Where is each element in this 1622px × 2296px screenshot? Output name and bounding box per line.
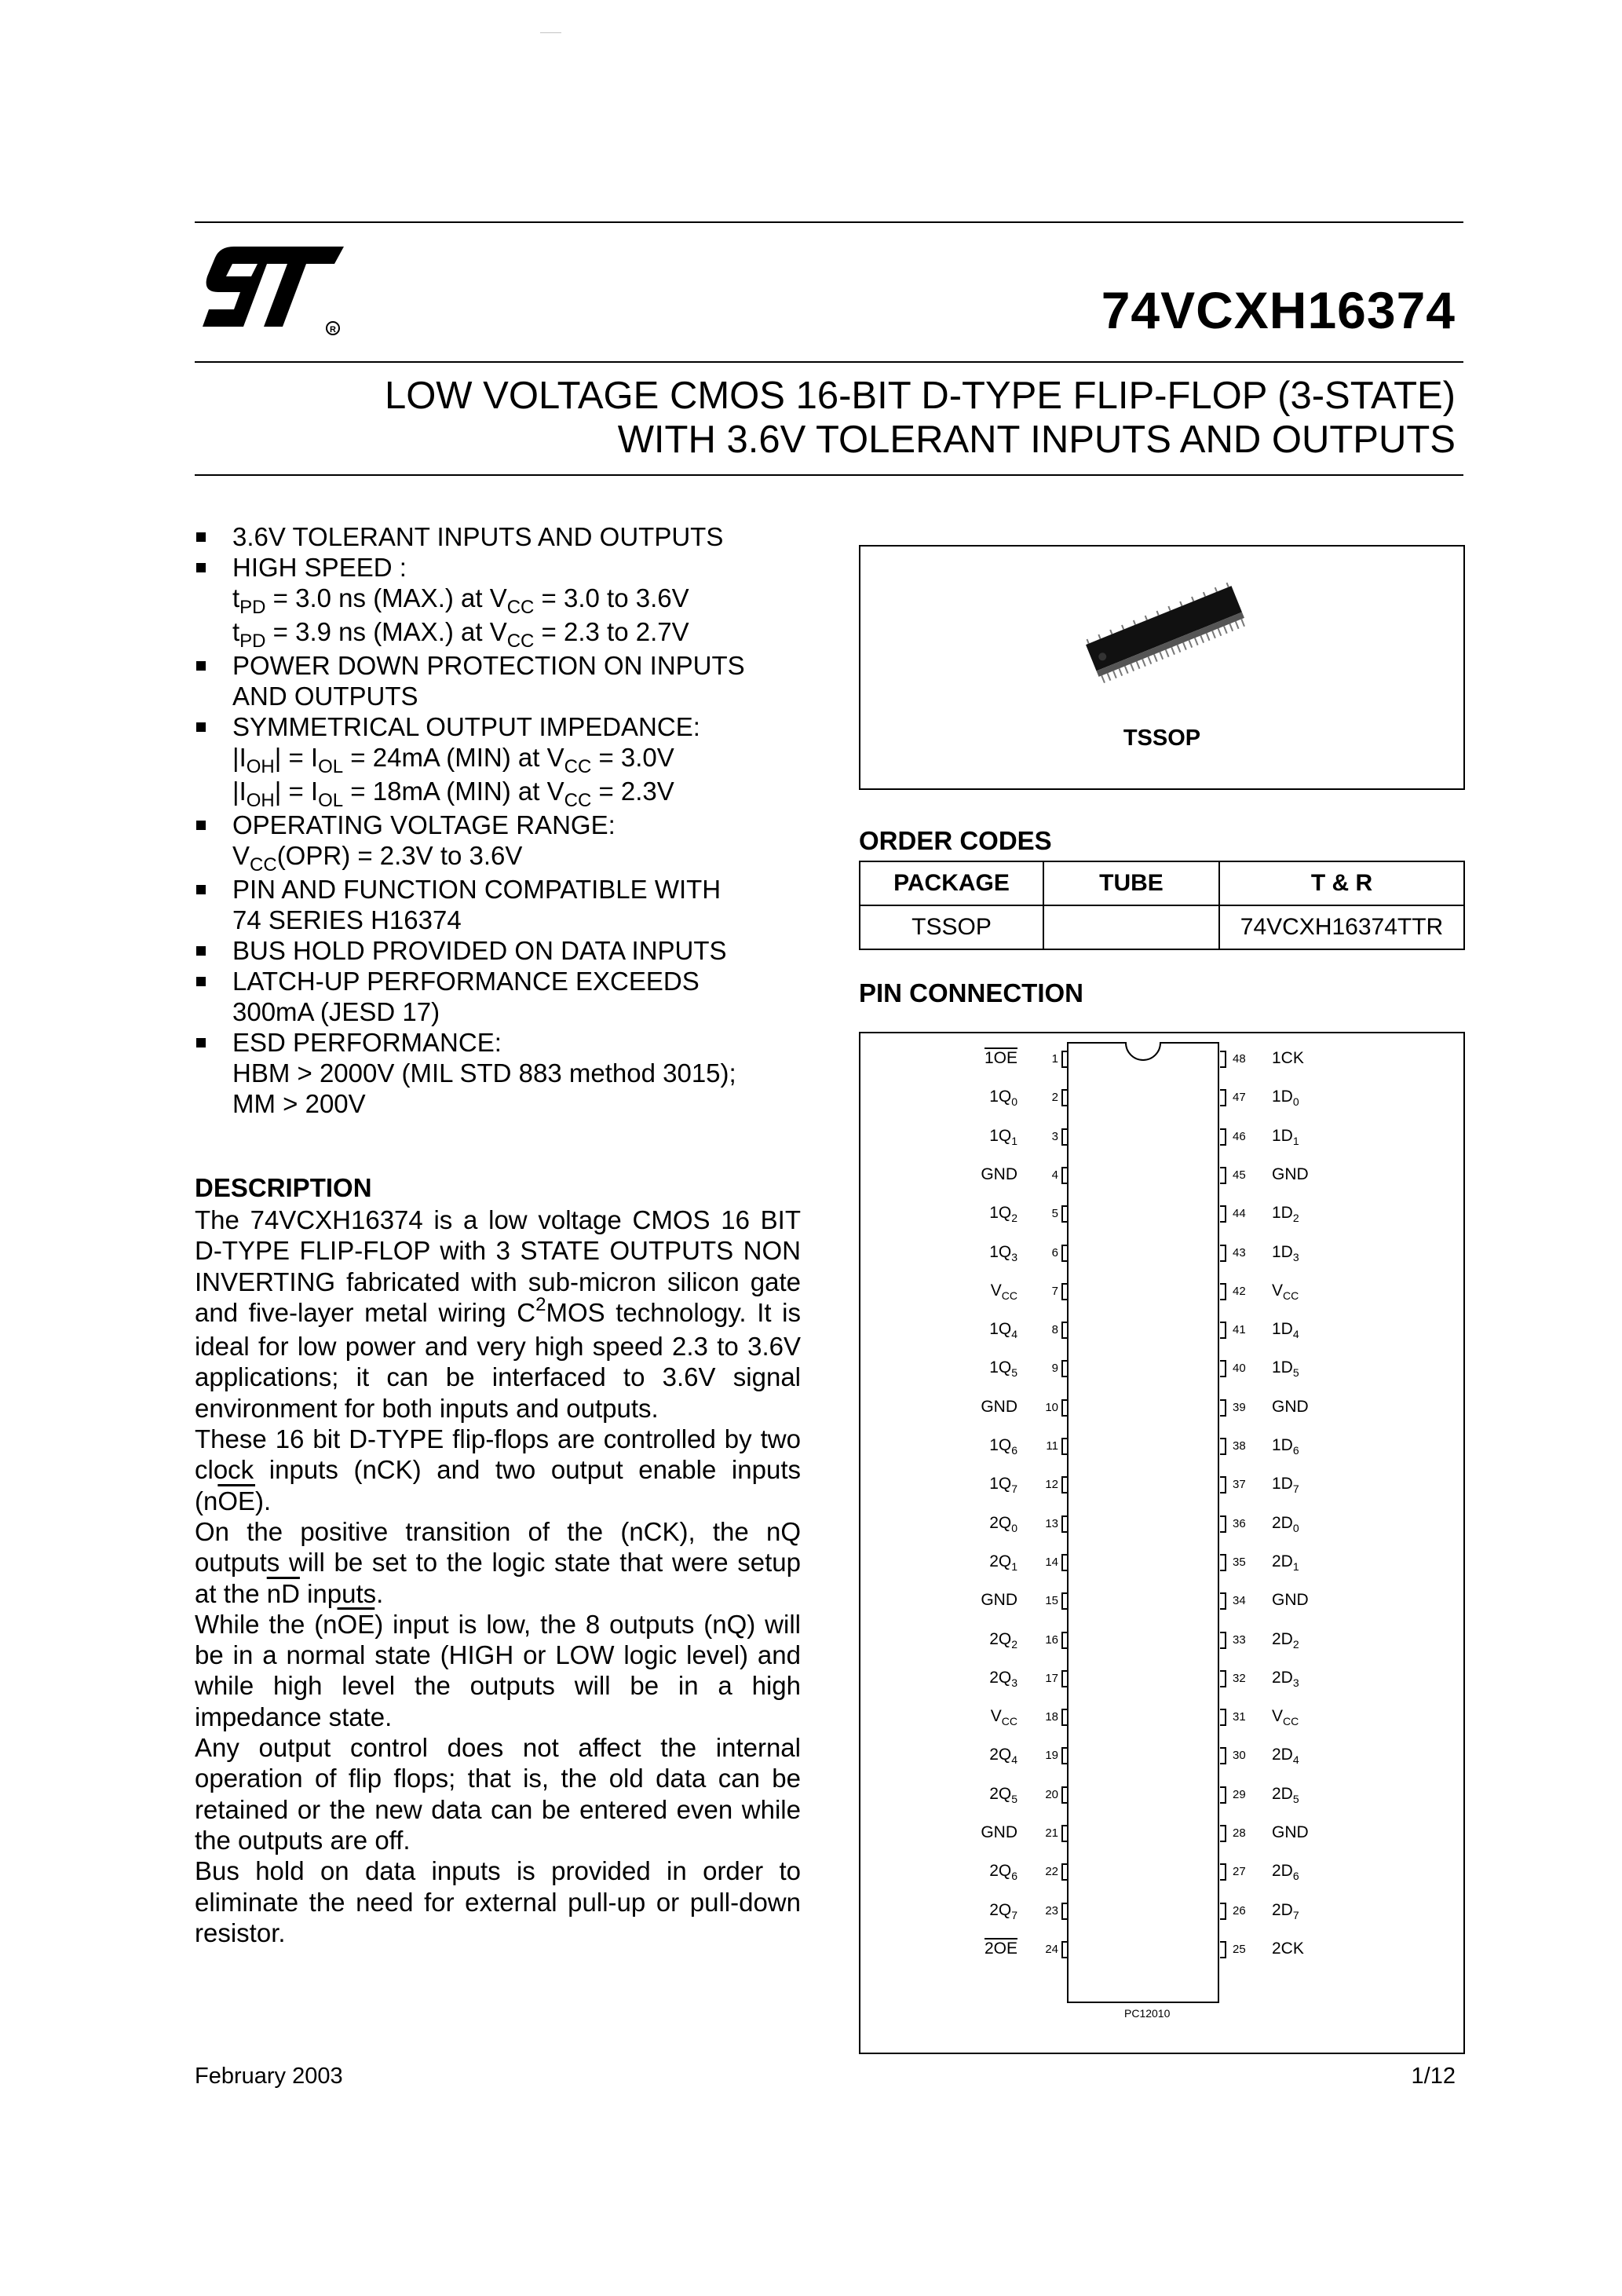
- pin-name-subscript: 0: [1011, 1095, 1017, 1109]
- pin-lead: [1220, 1128, 1226, 1146]
- pin-number-label: 18: [1045, 1710, 1058, 1724]
- figure-code: PC12010: [1124, 2007, 1171, 2020]
- pin-lead: [1220, 1205, 1226, 1223]
- pin-name-label: [991, 1281, 1017, 1300]
- header-top-rule: [195, 221, 1463, 223]
- pin-name-text: 2D: [1272, 1746, 1293, 1764]
- pin-name-text: 2Q: [989, 1900, 1012, 1919]
- order-codes-table: [859, 861, 1465, 950]
- pin-name-label: [1272, 1320, 1299, 1339]
- description-paragraph: The 74VCXH16374 is a low voltage CMOS 16 BIT D-TYPE FLIP-FLOP with 3 STATE OUTPUTS NON INVERTING fabricated with sub-micron silicon gate and five-layer metal wiring $C^2MOS$ technology. It is ideal for low power and very high speed 2.3 to 3.6V applications; it can be interfaced to 3.6V signal environment for both inputs and outputs.: [195, 1205, 801, 1423]
- package-label: TSSOP: [1123, 726, 1201, 751]
- pin-name-label: [981, 1165, 1017, 1184]
- feature-item: OPERATING VOLTAGE RANGE: $V_{CC}(OPR) = 2.3V$ to 3.6V: [195, 810, 823, 874]
- pin-name-label: [989, 1901, 1017, 1920]
- pin-name-text: 2Q: [989, 1862, 1012, 1881]
- pin-lead: [1220, 1360, 1226, 1377]
- table-cell: [1043, 905, 1219, 949]
- pin-name-subscript: 3: [1292, 1676, 1299, 1689]
- feature-item: LATCH-UP PERFORMANCE EXCEEDS 300mA (JESD 17): [195, 966, 823, 1027]
- pin-number-label: 19: [1045, 1749, 1058, 1763]
- title-line-1: LOW VOLTAGE CMOS 16-BIT D-TYPE FLIP-FLOP (3-STATE): [384, 375, 1456, 417]
- pin-name-text: 1D: [1272, 1358, 1293, 1377]
- pin-name-label: [1272, 1398, 1309, 1417]
- pin-name-text: V: [1272, 1281, 1284, 1300]
- pin-name-text: GND: [981, 1823, 1017, 1841]
- pin-name-subscript: 5: [1011, 1792, 1017, 1805]
- pin-name-text: 1Q: [989, 1242, 1012, 1261]
- pin-number-label: 5: [1051, 1207, 1058, 1221]
- pin-name-label: [989, 1669, 1017, 1687]
- pin-name-subscript: 4: [1011, 1753, 1017, 1767]
- pin-name-text: 1Q: [989, 1436, 1012, 1454]
- pin-name-text: 1D: [1272, 1126, 1293, 1145]
- pin-number-label: 22: [1045, 1865, 1058, 1879]
- pin-name-subscript: 5: [1292, 1792, 1299, 1805]
- pin-name-label: [989, 1204, 1017, 1223]
- pin-name-text: 1D: [1272, 1320, 1293, 1339]
- pin-name-label: [985, 1049, 1017, 1068]
- column-header: PACKAGE: [860, 861, 1043, 905]
- header-mid-rule: [195, 361, 1463, 363]
- pin-name-text: 1Q: [989, 1126, 1012, 1145]
- pin-name-subscript: 0: [1292, 1095, 1299, 1109]
- pin-name-subscript: 3: [1011, 1250, 1017, 1263]
- pin-name-text: 2Q: [989, 1513, 1012, 1532]
- pin-name-text: V: [990, 1281, 1002, 1300]
- pin-name-label: [1272, 1669, 1299, 1687]
- pin-name-subscript: 4: [1292, 1753, 1299, 1767]
- pin-name-subscript: 2: [1292, 1637, 1299, 1651]
- pin-number-label: 29: [1233, 1787, 1246, 1801]
- pin-name-text: 2CK: [1272, 1939, 1304, 1958]
- pin-name-label: [1272, 1785, 1299, 1804]
- pin-lead: [1220, 1863, 1226, 1881]
- pin-lead: [1220, 1709, 1226, 1726]
- package-image-box: [859, 545, 1465, 790]
- pin-name-subscript: CC: [1001, 1289, 1017, 1302]
- pin-name-text: 2D: [1272, 1513, 1293, 1532]
- pin-name-text: 1D: [1272, 1242, 1293, 1261]
- pin-name-subscript: 5: [1292, 1366, 1299, 1380]
- pin-name-text: 2Q: [989, 1746, 1012, 1764]
- pin-number-label: 27: [1233, 1865, 1246, 1879]
- pin-number-label: 8: [1051, 1323, 1058, 1337]
- pin-name-label: [1272, 1940, 1304, 1958]
- pin-name-label: [989, 1320, 1017, 1339]
- part-number: 74VCXH16374: [1101, 281, 1456, 339]
- pin-number-label: 32: [1233, 1671, 1246, 1685]
- pin-name-label: [989, 1514, 1017, 1533]
- pin-name-subscript: 2: [1011, 1212, 1017, 1225]
- feature-item: BUS HOLD PROVIDED ON DATA INPUTS: [195, 935, 823, 966]
- pin-number-label: 36: [1233, 1516, 1246, 1530]
- description-heading: DESCRIPTION: [195, 1173, 372, 1202]
- pin-lead: [1061, 1245, 1068, 1262]
- table-cell: 74VCXH16374TTR: [1219, 905, 1464, 949]
- pin-number-label: 16: [1045, 1632, 1058, 1647]
- pin-name-label: [989, 1746, 1017, 1767]
- pin-name-label: [989, 1785, 1017, 1804]
- pin-lead: [1220, 1476, 1226, 1493]
- pin-name-text: 2D: [1272, 1668, 1293, 1687]
- document-title: [121, 374, 1456, 462]
- pin-number-label: 47: [1233, 1091, 1246, 1105]
- pin-name-label: [1272, 1746, 1299, 1767]
- description-paragraph: These 16 bit D-TYPE flip-flops are controlled by two clock inputs (nCK) and two output enable inputs $(n\overline{OE})$.: [195, 1424, 801, 1515]
- pin-connection-diagram: [859, 1032, 1465, 2054]
- pin-name-text: 1Q: [989, 1204, 1012, 1223]
- pin-name-label: [991, 1707, 1017, 1726]
- pin-lead: [1220, 1167, 1226, 1184]
- pin-number-label: 24: [1045, 1942, 1058, 1956]
- pin-name-text: 2Q: [989, 1552, 1012, 1570]
- description-paragraph: Bus hold on data inputs is provided in order to eliminate the need for external pull-up or pull-down resistor.: [195, 1856, 801, 1947]
- pin-name-text: GND: [981, 1164, 1017, 1183]
- pin-name-subscript: CC: [1001, 1715, 1017, 1728]
- pin-lead: [1061, 1322, 1068, 1339]
- pin-name-label: [1272, 1358, 1299, 1380]
- pin-name-text: GND: [1272, 1164, 1309, 1183]
- feature-item: POWER DOWN PROTECTION ON INPUTS AND OUTPUTS: [195, 650, 823, 711]
- pin-number-label: 34: [1233, 1594, 1246, 1608]
- description-paragraph: On the positive transition of the (nCK), the nQ outputs will be set to the logic state that were setup at the $\overline{nD}$ inputs.: [195, 1516, 801, 1608]
- pin-name-subscript: 1: [1011, 1559, 1017, 1573]
- pin-name-subscript: 0: [1011, 1521, 1017, 1534]
- pin-number-label: 44: [1233, 1207, 1246, 1221]
- pin-number-label: 23: [1045, 1903, 1058, 1918]
- pin-name-subscript: 7: [1011, 1908, 1017, 1921]
- pin-name-text: V: [1272, 1707, 1284, 1726]
- pin-name-text: 1D: [1272, 1436, 1293, 1454]
- pin-number-label: 2: [1051, 1091, 1058, 1105]
- pin-lead: [1220, 1825, 1226, 1842]
- pin-name-label: [1272, 1436, 1299, 1455]
- pin-name-subscript: 7: [1292, 1483, 1299, 1496]
- pin-number-label: 7: [1051, 1284, 1058, 1298]
- pin-lead: [1220, 1554, 1226, 1571]
- pin-name-label: [981, 1823, 1017, 1842]
- pin-lead: [1061, 1670, 1068, 1687]
- feature-item: PIN AND FUNCTION COMPATIBLE WITH 74 SERIES H16374: [195, 874, 823, 935]
- footer-date: February 2003: [195, 2064, 343, 2089]
- pin-lead: [1061, 1089, 1068, 1106]
- pin-number-label: 26: [1233, 1903, 1246, 1918]
- pin-lead: [1220, 1941, 1226, 1958]
- pin-lead: [1061, 1592, 1068, 1610]
- footer-page-number: 1/12: [1411, 2064, 1456, 2089]
- pin-lead: [1061, 1205, 1068, 1223]
- pin-name-subscript: 6: [1292, 1444, 1299, 1457]
- order-codes-heading: ORDER CODES: [859, 826, 1052, 855]
- pin-name-label: [1272, 1281, 1299, 1300]
- pin-lead: [1220, 1670, 1226, 1687]
- pin-number-label: 13: [1045, 1516, 1058, 1530]
- pin-number-label: 12: [1045, 1478, 1058, 1492]
- pin-name-label: [1272, 1475, 1299, 1496]
- feature-item: ESD PERFORMANCE: HBM > 2000V (MIL STD 883 method 3015); MM > 200V: [195, 1027, 823, 1119]
- pin-number-label: 48: [1233, 1052, 1246, 1066]
- pin-lead: [1061, 1709, 1068, 1726]
- pin-lead: [1220, 1245, 1226, 1262]
- pin-name-text: 2D: [1272, 1552, 1293, 1570]
- pin-number-label: 20: [1045, 1787, 1058, 1801]
- pin-number-label: 33: [1233, 1632, 1246, 1647]
- pin-lead: [1061, 1438, 1068, 1455]
- pin-name-subscript: 0: [1292, 1521, 1299, 1534]
- pin-number-label: 4: [1051, 1168, 1058, 1182]
- pin-name-text: GND: [1272, 1823, 1309, 1841]
- pin-number-label: 17: [1045, 1671, 1058, 1685]
- table-row: [860, 905, 1464, 949]
- pin-number-label: 1: [1051, 1052, 1058, 1066]
- pin-name-text: 1Q: [989, 1088, 1012, 1106]
- pin-name-subscript: 6: [1011, 1444, 1017, 1457]
- pin-number-label: 21: [1045, 1826, 1058, 1840]
- top-mark: ———: [540, 28, 561, 36]
- pin-number-label: 39: [1233, 1400, 1246, 1414]
- pin-lead: [1220, 1051, 1226, 1068]
- pin-name-subscript: 1: [1011, 1134, 1017, 1147]
- pin-name-text: 1Q: [989, 1320, 1012, 1339]
- pin-name-text: 2D: [1272, 1629, 1293, 1648]
- pin-lead: [1061, 1167, 1068, 1184]
- pin-name-subscript: 7: [1011, 1483, 1017, 1496]
- pin-lead: [1061, 1554, 1068, 1571]
- pin-lead: [1220, 1322, 1226, 1339]
- pin-name-text: 1D: [1272, 1204, 1293, 1223]
- ic-body: [860, 1033, 1463, 2053]
- pin-number-label: 28: [1233, 1826, 1246, 1840]
- pin-name-label: [1272, 1862, 1299, 1881]
- pin-name-label: [1272, 1049, 1304, 1068]
- pin-name-text: 1OE: [984, 1049, 1017, 1067]
- pin-name-subscript: 3: [1292, 1250, 1299, 1263]
- pin-name-label: [989, 1862, 1017, 1881]
- pin-name-subscript: CC: [1283, 1289, 1299, 1302]
- pin-name-subscript: 1: [1292, 1134, 1299, 1147]
- pin-name-label: [989, 1630, 1017, 1649]
- pin-lead: [1061, 1476, 1068, 1493]
- pin-lead: [1061, 1863, 1068, 1881]
- pin-name-label: [985, 1940, 1017, 1958]
- pin-number-label: 43: [1233, 1245, 1246, 1260]
- pin-lead: [1061, 1747, 1068, 1764]
- pin-number-label: 9: [1051, 1362, 1058, 1376]
- pin-number-label: 25: [1233, 1942, 1246, 1956]
- pin-name-subscript: CC: [1283, 1715, 1299, 1728]
- pin-lead: [1061, 1399, 1068, 1417]
- pin-lead: [1061, 1051, 1068, 1068]
- pin-name-text: 1D: [1272, 1088, 1293, 1106]
- header-bottom-rule: [195, 474, 1463, 476]
- pin-lead: [1220, 1747, 1226, 1764]
- pin-name-text: 2D: [1272, 1862, 1293, 1881]
- pin-number-label: 10: [1045, 1400, 1058, 1414]
- pin-name-text: GND: [981, 1591, 1017, 1610]
- pin-name-text: V: [990, 1707, 1002, 1726]
- pin-name-subscript: 3: [1011, 1676, 1017, 1689]
- pin-name-label: [989, 1552, 1017, 1571]
- description-paragraph: Any output control does not affect the internal operation of flip flops; that is, the old data can be retained or the new data can be entered even while the outputs are off.: [195, 1733, 801, 1855]
- pin-lead: [1061, 1283, 1068, 1300]
- tssop-package-illustration: [1071, 576, 1259, 686]
- pin-lead: [1061, 1825, 1068, 1842]
- svg-text:R: R: [330, 325, 336, 335]
- pin-name-text: 1Q: [989, 1475, 1012, 1493]
- pin-name-label: [1272, 1552, 1299, 1571]
- pin-name-label: [989, 1127, 1017, 1146]
- pin-lead: [1061, 1786, 1068, 1804]
- pin-lead: [1061, 1903, 1068, 1920]
- pin-name-label: [1272, 1823, 1309, 1842]
- pin-lead: [1061, 1941, 1068, 1958]
- pin-name-text: 1CK: [1272, 1049, 1304, 1067]
- pin-name-text: 2D: [1272, 1784, 1293, 1803]
- column-header: TUBE: [1043, 861, 1219, 905]
- pin-name-text: 2Q: [989, 1668, 1012, 1687]
- pin-name-text: GND: [981, 1397, 1017, 1416]
- pin-number-label: 30: [1233, 1749, 1246, 1763]
- pin-name-subscript: 6: [1011, 1870, 1017, 1883]
- pin-number-label: 42: [1233, 1284, 1246, 1298]
- pin-connection-heading: PIN CONNECTION: [859, 978, 1084, 1007]
- pin-name-text: 2OE: [984, 1939, 1017, 1958]
- pin-number-label: 3: [1051, 1129, 1058, 1143]
- pin-name-label: [1272, 1088, 1299, 1109]
- pin-name-subscript: 6: [1292, 1870, 1299, 1883]
- pin-number-label: 15: [1045, 1594, 1058, 1608]
- pin-number-label: 46: [1233, 1129, 1246, 1143]
- pin-name-label: [989, 1475, 1017, 1496]
- pin-name-text: 1D: [1272, 1475, 1293, 1493]
- pin-lead: [1061, 1128, 1068, 1146]
- pin-name-label: [1272, 1901, 1299, 1920]
- pin-name-label: [981, 1591, 1017, 1610]
- pin-name-label: [1272, 1514, 1299, 1533]
- pin-lead: [1220, 1903, 1226, 1920]
- pin-name-subscript: 4: [1292, 1328, 1299, 1341]
- pin-name-label: [1272, 1243, 1299, 1262]
- pin-name-label: [981, 1398, 1017, 1417]
- pin-name-subscript: 2: [1292, 1212, 1299, 1225]
- pin-name-text: 1Q: [989, 1358, 1012, 1377]
- pin-number-label: 37: [1233, 1478, 1246, 1492]
- description-body: [195, 1205, 801, 1948]
- pin-lead: [1061, 1632, 1068, 1649]
- pin-lead: [1220, 1515, 1226, 1533]
- description-paragraph: While the $(n\overline{OE})$ input is low, the 8 outputs (nQ) will be in a normal state (HIGH or LOW logic level) and while high level the outputs will be in a high impedance state.: [195, 1609, 801, 1731]
- pin-number-label: 11: [1046, 1439, 1058, 1453]
- pin-name-subscript: 4: [1011, 1328, 1017, 1341]
- table-cell: TSSOP: [860, 905, 1043, 949]
- table-header-row: [860, 861, 1464, 905]
- pin-name-label: [989, 1088, 1017, 1109]
- pin-name-label: [989, 1436, 1017, 1455]
- pin-number-label: 41: [1233, 1323, 1246, 1337]
- pin-name-text: GND: [1272, 1397, 1309, 1416]
- pin-lead: [1220, 1632, 1226, 1649]
- pin-name-text: GND: [1272, 1591, 1309, 1610]
- pin-lead: [1061, 1515, 1068, 1533]
- pin-lead: [1220, 1399, 1226, 1417]
- pin-number-label: 38: [1233, 1439, 1246, 1453]
- pin-number-label: 14: [1045, 1555, 1058, 1569]
- pin-name-subscript: 5: [1011, 1366, 1017, 1380]
- pin-name-label: [1272, 1165, 1309, 1184]
- pin-number-label: 45: [1233, 1168, 1246, 1182]
- pin-lead: [1220, 1592, 1226, 1610]
- feature-item: SYMMETRICAL OUTPUT IMPEDANCE: $|I_{OH}| = I_{OL} = 24mA$ (MIN) at $V_{CC} = 3.0V$ $|I_{OH}| = I_{OL} = 18mA$ (MIN) at $V_{CC} = 2.3V$: [195, 711, 823, 810]
- pin-lead: [1220, 1786, 1226, 1804]
- pin-name-label: [1272, 1204, 1299, 1223]
- pin-name-subscript: 1: [1292, 1559, 1299, 1573]
- pin-name-label: [989, 1243, 1017, 1262]
- pin-name-text: 2Q: [989, 1784, 1012, 1803]
- pin-name-label: [1272, 1707, 1299, 1726]
- features-list: [195, 521, 823, 1119]
- pin-name-subscript: 7: [1292, 1908, 1299, 1921]
- pin-lead: [1061, 1360, 1068, 1377]
- pin-name-label: [1272, 1630, 1299, 1649]
- column-header: T & R: [1219, 861, 1464, 905]
- feature-item: 3.6V TOLERANT INPUTS AND OUTPUTS: [195, 521, 823, 552]
- pin-number-label: 6: [1051, 1245, 1058, 1260]
- pin-name-text: 2D: [1272, 1900, 1293, 1919]
- pin-number-label: 35: [1233, 1555, 1246, 1569]
- pin-name-text: 2Q: [989, 1629, 1012, 1648]
- pin-number-label: 40: [1233, 1362, 1246, 1376]
- pin-lead: [1220, 1283, 1226, 1300]
- title-line-2: WITH 3.6V TOLERANT INPUTS AND OUTPUTS: [617, 419, 1456, 461]
- pin-number-label: 31: [1233, 1710, 1246, 1724]
- pin-name-label: [1272, 1127, 1299, 1146]
- pin-lead: [1220, 1438, 1226, 1455]
- pin-name-label: [989, 1358, 1017, 1380]
- st-logo: [195, 240, 349, 339]
- pin-name-subscript: 2: [1011, 1637, 1017, 1651]
- feature-item: HIGH SPEED : $t_{PD} = 3.0$ ns (MAX.) at $V_{CC} = 3.0$ to 3.6V $t_{PD} = 3.9$ ns (MAX.) at $V_{CC} = 2.3$ to 2.7V: [195, 552, 823, 650]
- pin-lead: [1220, 1089, 1226, 1106]
- pin-name-label: [1272, 1591, 1309, 1610]
